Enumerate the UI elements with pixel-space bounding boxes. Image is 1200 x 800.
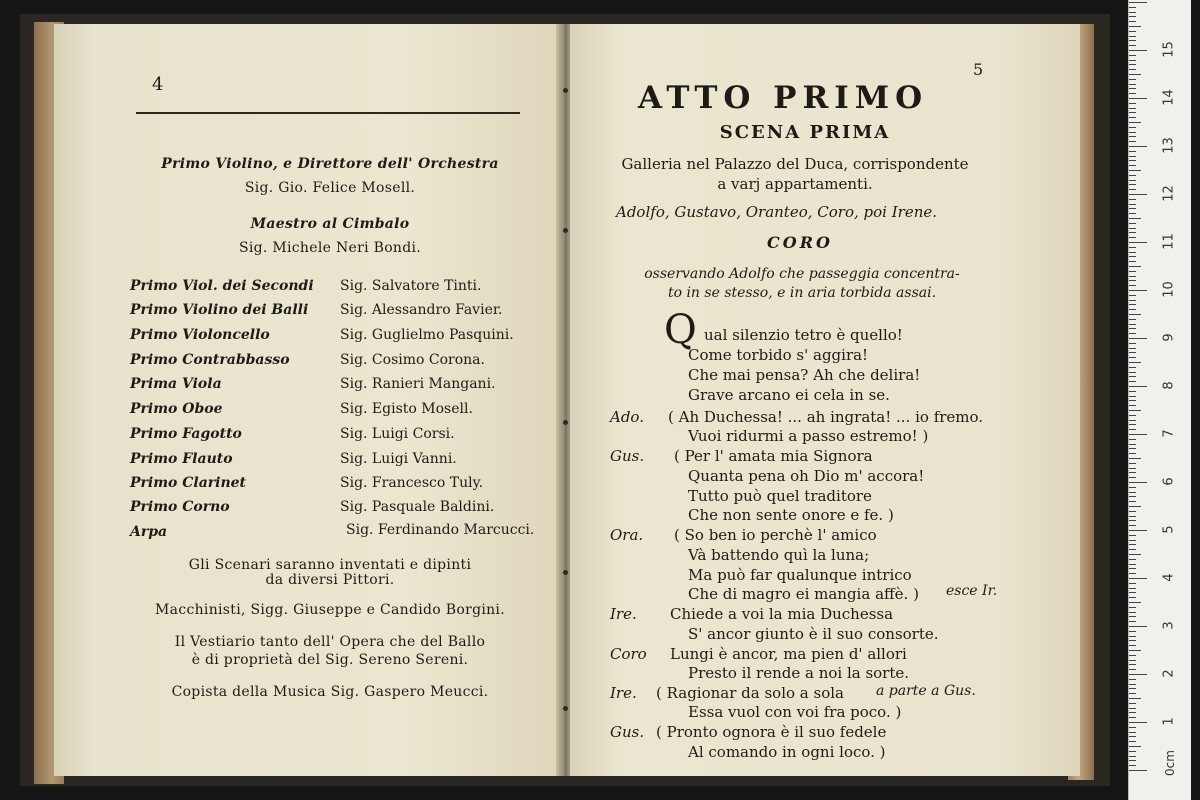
ruler-tick — [1129, 410, 1141, 411]
ruler-tick — [1129, 535, 1136, 536]
ruler-tick — [1129, 746, 1141, 747]
verse-line: Presto il rende a noi la sorte. — [688, 664, 910, 682]
ruler-tick — [1129, 165, 1136, 166]
ruler-tick — [1129, 218, 1141, 219]
ruler-tick — [1129, 400, 1136, 401]
right-page-number: 5 — [973, 60, 984, 79]
ruler-tick — [1129, 146, 1147, 147]
ruler-tick — [1129, 213, 1136, 214]
ruler-tick — [1129, 93, 1136, 94]
ruler-tick — [1129, 741, 1136, 742]
orchestra-role: Prima Viola — [130, 376, 222, 392]
binding-stitch — [563, 706, 568, 711]
ruler-tick — [1129, 376, 1136, 377]
ruler-tick — [1129, 424, 1136, 425]
ruler-tick — [1129, 496, 1136, 497]
scenari-line-1: Gli Scenari saranno inventati e dipinti — [188, 557, 472, 573]
ruler-tick — [1129, 650, 1141, 651]
ruler-tick — [1129, 679, 1136, 680]
ruler-tick — [1129, 36, 1136, 37]
speaker-label: Ado. — [610, 408, 644, 426]
ruler-tick — [1129, 501, 1136, 502]
vestiario-line-1: Il Vestiario tanto dell' Opera che del Ballo — [174, 634, 486, 650]
scenari-line-2: da diversi Pittori. — [265, 572, 395, 588]
ruler-tick — [1129, 664, 1136, 665]
ruler-tick — [1129, 612, 1136, 613]
ruler-tick — [1129, 554, 1141, 555]
ruler-tick — [1129, 655, 1136, 656]
ruler-tick — [1129, 228, 1136, 229]
verse-line: Grave arcano ei cela in se. — [688, 386, 890, 404]
orchestra-role: Arpa — [130, 524, 168, 540]
left-page-number: 4 — [152, 74, 164, 95]
verse-line: Al comando in ogni loco. ) — [688, 743, 886, 761]
ruler-tick — [1129, 468, 1136, 469]
verse-line: Che non sente onore e fe. ) — [688, 506, 894, 524]
ruler-tick — [1129, 477, 1136, 478]
orchestra-player: Sig. Luigi Corsi. — [340, 426, 455, 442]
orchestra-role: Primo Violoncello — [130, 327, 270, 343]
ruler-tick — [1129, 530, 1147, 531]
ruler-tick — [1129, 2, 1147, 3]
header-rule — [136, 112, 520, 114]
orchestra-role: Primo Corno — [130, 499, 230, 515]
ruler-tick — [1129, 506, 1141, 507]
ruler-tick — [1129, 669, 1136, 670]
ruler-tick — [1129, 16, 1136, 17]
binding-stitch — [563, 420, 568, 425]
ruler-tick — [1129, 568, 1136, 569]
ruler-tick — [1129, 314, 1141, 315]
verse-line: Essa vuol con voi fra poco. ) — [688, 703, 902, 721]
ruler-tick — [1129, 247, 1136, 248]
ruler-tick — [1129, 386, 1147, 387]
ruler-tick — [1129, 472, 1136, 473]
ruler-tick — [1129, 232, 1136, 233]
verse-line: Che di magro ei mangia affè. ) — [688, 585, 919, 603]
ruler-tick — [1129, 84, 1136, 85]
ruler-tick — [1129, 117, 1136, 118]
verse-line: Tutto può quel traditore — [688, 487, 872, 505]
orchestra-role: Primo Viol. dei Secondi — [130, 278, 314, 294]
ruler-tick — [1129, 256, 1136, 257]
ruler-tick — [1129, 223, 1136, 224]
ruler-number: 1 — [1161, 717, 1177, 726]
ruler-tick — [1129, 266, 1141, 267]
ruler-tick — [1129, 261, 1136, 262]
ruler-number: 8 — [1161, 381, 1177, 390]
ruler-tick — [1129, 544, 1136, 545]
ruler-tick — [1129, 151, 1136, 152]
ruler-tick — [1129, 362, 1141, 363]
macchinisti-line: Macchinisti, Sigg. Giuseppe e Candido Borgini. — [155, 602, 505, 618]
ruler-tick — [1129, 636, 1136, 637]
ruler-tick — [1129, 559, 1136, 560]
ruler-tick — [1129, 597, 1136, 598]
verse-line: ( So ben io perchè l' amico — [674, 526, 877, 544]
ruler-tick — [1129, 7, 1136, 8]
ruler-tick — [1129, 108, 1136, 109]
ruler-tick — [1129, 328, 1136, 329]
verse-line: Lungi è ancor, ma pien d' allori — [670, 645, 907, 663]
orchestra-player: Sig. Salvatore Tinti. — [340, 278, 482, 294]
ruler-tick — [1129, 444, 1136, 445]
ruler-number: 11 — [1161, 233, 1177, 250]
ruler-tick — [1129, 626, 1147, 627]
verse-line: Chiede a voi la mia Duchessa — [670, 605, 894, 623]
orchestra-player: Sig. Luigi Vanni. — [340, 451, 457, 467]
verse-line: Che mai pensa? Ah che delira! — [688, 366, 921, 384]
ruler-tick — [1129, 333, 1136, 334]
ruler-tick — [1129, 765, 1136, 766]
act-title: ATTO PRIMO — [638, 80, 929, 116]
ruler-tick — [1129, 199, 1136, 200]
ruler-tick — [1129, 487, 1136, 488]
ruler-tick — [1129, 352, 1136, 353]
orchestra-player: Sig. Ferdinando Marcucci. — [346, 522, 535, 538]
stage-direction-line-1: osservando Adolfo che passeggia concentra- — [644, 266, 960, 282]
verse-line: Quanta pena oh Dio m' accora! — [688, 467, 925, 485]
ruler-tick — [1129, 732, 1136, 733]
ruler-tick — [1129, 132, 1136, 133]
ruler-tick — [1129, 439, 1136, 440]
verse-line: ( Ah Duchessa! ... ah ingrata! ... io fremo. — [668, 408, 984, 426]
ruler-tick — [1129, 756, 1136, 757]
ruler-tick — [1129, 564, 1136, 565]
ruler-tick — [1129, 492, 1136, 493]
ruler-tick — [1129, 237, 1136, 238]
ruler-tick — [1129, 684, 1136, 685]
verse-line: Ma può far qualunque intrico — [688, 566, 912, 584]
ruler-tick — [1129, 583, 1136, 584]
ruler-tick — [1129, 98, 1147, 99]
ruler-tick — [1129, 324, 1136, 325]
ruler-tick — [1129, 607, 1136, 608]
ruler-number: 15 — [1161, 41, 1177, 58]
ruler-tick — [1129, 420, 1136, 421]
ruler-tick — [1129, 693, 1136, 694]
ruler-tick — [1129, 760, 1136, 761]
ruler-tick — [1129, 290, 1147, 291]
ruler-tick — [1129, 578, 1147, 579]
verse-line: Và battendo quì la luna; — [688, 546, 870, 564]
director-name: Sig. Gio. Felice Mosell. — [244, 180, 416, 196]
ruler-tick — [1129, 204, 1136, 205]
ruler-tick — [1129, 511, 1136, 512]
ruler-tick — [1129, 136, 1136, 137]
ruler-tick — [1129, 88, 1136, 89]
ruler-number: 5 — [1161, 525, 1177, 534]
ruler-tick — [1129, 175, 1136, 176]
ruler-tick — [1129, 300, 1136, 301]
binding-stitch — [563, 228, 568, 233]
drop-cap: Q — [664, 307, 697, 353]
orchestra-player: Sig. Ranieri Mangani. — [340, 376, 496, 392]
scene-title: SCENA PRIMA — [719, 122, 891, 143]
ruler-tick — [1129, 448, 1136, 449]
orchestra-role: Primo Oboe — [130, 401, 223, 417]
ruler-number: 12 — [1161, 185, 1177, 202]
ruler-tick — [1129, 616, 1136, 617]
ruler-tick — [1129, 103, 1136, 104]
orchestra-role: Primo Fagotto — [130, 426, 242, 442]
copista-line: Copista della Musica Sig. Gaspero Meucci. — [171, 684, 489, 700]
ruler-tick — [1129, 338, 1147, 339]
ruler-number: 7 — [1161, 429, 1177, 438]
ruler-tick — [1129, 703, 1136, 704]
verse-line: ( Pronto ognora è il suo fedele — [656, 723, 887, 741]
ruler-tick — [1129, 26, 1141, 27]
verse-line: ( Ragionar da solo a sola — [656, 684, 844, 702]
orchestra-role: Primo Contrabbasso — [130, 352, 290, 368]
vestiario-line-2: è di proprietà del Sig. Sereno Sereni. — [191, 652, 469, 668]
orchestra-player: Sig. Alessandro Favier. — [340, 302, 503, 318]
ruler-tick — [1129, 722, 1147, 723]
ruler-tick — [1129, 156, 1136, 157]
ruler-number: 3 — [1161, 621, 1177, 630]
ruler-tick — [1129, 415, 1136, 416]
speaker-label: Gus. — [610, 723, 645, 741]
characters-line: Adolfo, Gustavo, Oranteo, Coro, poi Irene. — [616, 203, 937, 221]
ruler-tick — [1129, 588, 1136, 589]
orchestra-role: Primo Clarinet — [130, 475, 247, 491]
ruler-tick — [1129, 55, 1136, 56]
ruler-unit-label: 0cm — [1163, 750, 1177, 776]
verse-line: ( Per l' amata mia Signora — [674, 447, 873, 465]
speaker-label: Ire. — [610, 605, 637, 623]
ruler-tick — [1129, 372, 1136, 373]
orchestra-player: Sig. Guglielmo Pasquini. — [340, 327, 514, 343]
stage-direction-line-2: to in se stesso, e in aria torbida assai. — [667, 285, 937, 301]
ruler-tick — [1129, 602, 1141, 603]
verse-line: Vuoi ridurmi a passo estremo! ) — [688, 427, 929, 445]
director-role: Primo Violino, e Direttore dell' Orchestra — [161, 156, 499, 172]
ruler-tick — [1129, 319, 1136, 320]
ruler-number: 9 — [1161, 333, 1177, 342]
ruler-tick — [1129, 343, 1136, 344]
ruler-tick — [1129, 357, 1136, 358]
ruler-tick — [1129, 396, 1136, 397]
ruler-tick — [1129, 69, 1136, 70]
ruler-tick — [1129, 736, 1136, 737]
ruler-tick — [1129, 50, 1147, 51]
speaker-label: Ire. — [610, 684, 637, 702]
verse-line: S' ancor giunto è il suo consorte. — [688, 625, 939, 643]
binding-stitch — [563, 570, 568, 575]
orchestra-player: Sig. Cosimo Corona. — [340, 352, 485, 368]
ruler-tick — [1129, 592, 1136, 593]
verse-line: Come torbido s' aggira! — [688, 346, 869, 364]
ruler-tick — [1129, 60, 1136, 61]
ruler-tick — [1129, 21, 1136, 22]
ruler-tick — [1129, 194, 1147, 195]
ruler-tick — [1129, 184, 1136, 185]
ruler-tick — [1129, 645, 1136, 646]
ruler-tick — [1129, 698, 1141, 699]
ruler-tick — [1129, 79, 1136, 80]
ruler-tick — [1129, 122, 1141, 123]
ruler-tick — [1129, 367, 1136, 368]
coro-heading: CORO — [767, 233, 833, 252]
ruler-number: 13 — [1161, 137, 1177, 154]
ruler-tick — [1129, 712, 1136, 713]
speaker-label: Ora. — [610, 526, 644, 544]
ruler-tick — [1129, 453, 1136, 454]
measuring-ruler — [1128, 0, 1191, 800]
ruler-number: 10 — [1161, 281, 1177, 298]
orchestra-player: Sig. Egisto Mosell. — [340, 401, 473, 417]
ruler-tick — [1129, 45, 1136, 46]
cembalo-role: Maestro al Cimbalo — [250, 216, 410, 232]
ruler-tick — [1129, 127, 1136, 128]
ruler-number: 4 — [1161, 573, 1177, 582]
ruler-tick — [1129, 40, 1136, 41]
ruler-tick — [1129, 160, 1136, 161]
ruler-tick — [1129, 112, 1136, 113]
ruler-number: 6 — [1161, 477, 1177, 486]
ruler-tick — [1129, 280, 1136, 281]
ruler-tick — [1129, 271, 1136, 272]
ruler-tick — [1129, 189, 1136, 190]
setting-line-2: a varj appartamenti. — [717, 175, 873, 193]
ruler-tick — [1129, 12, 1136, 13]
orchestra-role: Primo Violino dei Balli — [130, 302, 309, 318]
speaker-label: Gus. — [610, 447, 645, 465]
ruler-tick — [1129, 482, 1147, 483]
ruler-tick — [1129, 304, 1136, 305]
ruler-tick — [1129, 660, 1136, 661]
ruler-tick — [1129, 688, 1136, 689]
ruler-tick — [1129, 549, 1136, 550]
ruler-tick — [1129, 348, 1136, 349]
binding-stitch — [563, 88, 568, 93]
ruler-tick — [1129, 621, 1136, 622]
ruler-tick — [1129, 405, 1136, 406]
ruler-tick — [1129, 520, 1136, 521]
ruler-tick — [1129, 640, 1136, 641]
ruler-tick — [1129, 276, 1136, 277]
orchestra-player: Sig. Francesco Tuly. — [340, 475, 484, 491]
ruler-tick — [1129, 516, 1136, 517]
ruler-tick — [1129, 727, 1136, 728]
ruler-tick — [1129, 525, 1136, 526]
ruler-tick — [1129, 674, 1147, 675]
ruler-tick — [1129, 74, 1141, 75]
ruler-tick — [1129, 717, 1136, 718]
ruler-number: 14 — [1161, 89, 1177, 106]
ruler-tick — [1129, 285, 1136, 286]
aside-exit: esce Ir. — [946, 583, 998, 599]
ruler-tick — [1129, 252, 1136, 253]
orchestra-player: Sig. Pasquale Baldini. — [340, 499, 495, 515]
ruler-tick — [1129, 180, 1136, 181]
ruler-tick — [1129, 573, 1136, 574]
cembalo-name: Sig. Michele Neri Bondi. — [238, 240, 422, 256]
speaker-label: Coro — [610, 645, 647, 663]
ruler-tick — [1129, 429, 1136, 430]
ruler-tick — [1129, 458, 1141, 459]
ruler-tick — [1129, 751, 1136, 752]
aside-parte: a parte a Gus. — [876, 683, 976, 699]
ruler-tick — [1129, 170, 1141, 171]
ruler-tick — [1129, 434, 1147, 435]
ruler-tick — [1129, 631, 1136, 632]
ruler-tick — [1129, 463, 1136, 464]
ruler-tick — [1129, 708, 1136, 709]
ruler-tick — [1129, 64, 1136, 65]
ruler-number: 2 — [1161, 669, 1177, 678]
setting-line-1: Galleria nel Palazzo del Duca, corrispondente — [621, 155, 969, 173]
ruler-tick — [1129, 295, 1136, 296]
ruler-tick — [1129, 309, 1136, 310]
ruler-tick — [1129, 540, 1136, 541]
ruler-tick — [1129, 31, 1136, 32]
ruler-tick — [1129, 391, 1136, 392]
verse-line: ual silenzio tetro è quello! — [704, 326, 903, 344]
ruler-tick — [1129, 242, 1147, 243]
ruler-tick — [1129, 141, 1136, 142]
ruler-tick — [1129, 208, 1136, 209]
ruler-tick — [1129, 381, 1136, 382]
orchestra-role: Primo Flauto — [130, 451, 233, 467]
ruler-tick — [1129, 770, 1147, 771]
